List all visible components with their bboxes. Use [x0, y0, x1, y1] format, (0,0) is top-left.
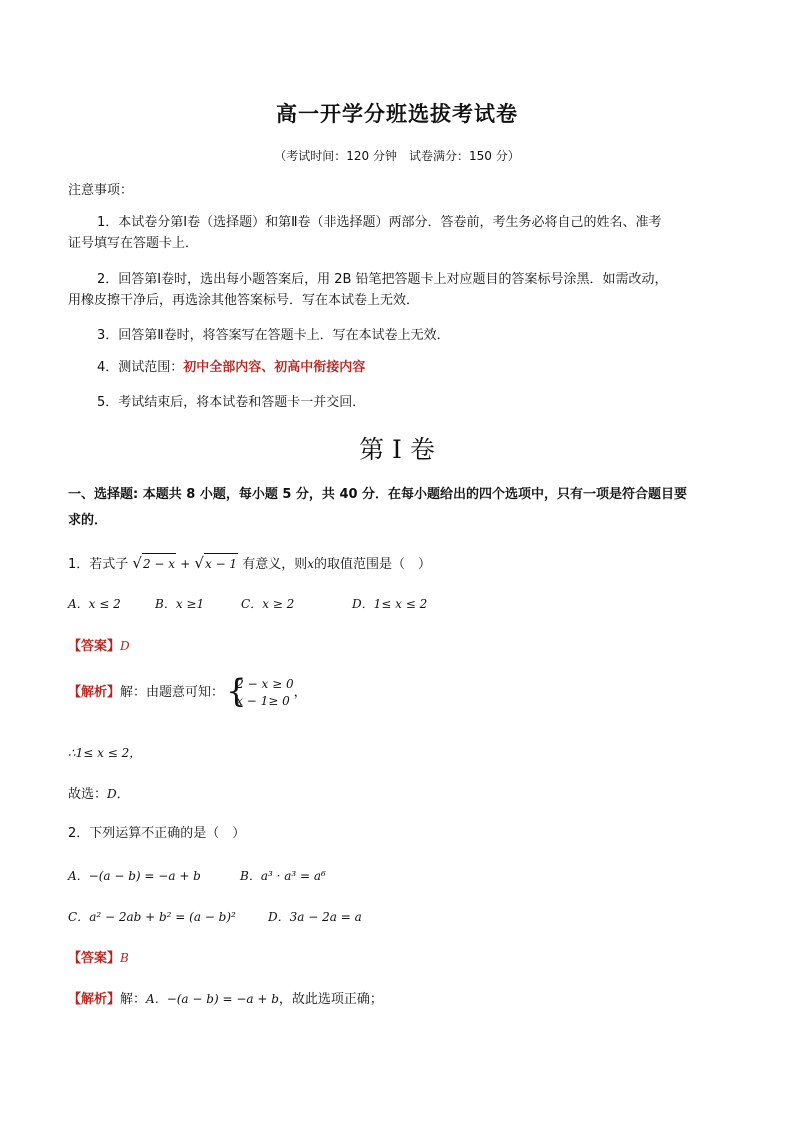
brace-icon: {	[226, 672, 247, 710]
q2-option-a	[68, 866, 201, 887]
part1-heading-line1: 一、选择题: 本题共 8 小题，每小题 5 分，共 40 分．在每小题给出的四个选项中，只有一项是符合题目要	[68, 487, 688, 502]
q2-option-d	[268, 907, 362, 928]
note-2-line1: 2．回答第Ⅰ卷时，选出每小题答案后，用 2B 铅笔把答题卡上对应题目的答案标号涂黑．如需改动，	[97, 272, 668, 287]
option-text: a³ · a³ = a⁶	[260, 869, 326, 883]
q2-option-c	[68, 907, 236, 928]
note-4-prefix: 4．测试范围：	[97, 360, 184, 375]
q1-option-a	[68, 594, 121, 615]
q1-answer	[68, 636, 130, 657]
option-text: −(a − b) = −a + b	[88, 869, 201, 883]
analysis-math: A．−(a − b) = −a + b	[146, 992, 279, 1006]
note-1-line1: 1．本试卷分第Ⅰ卷（选择题）和第Ⅱ卷（非选择题）两部分．答卷前，考生务必将自己的姓名、准考	[97, 215, 662, 230]
question-2-stem: 2．下列运算不正确的是（ ）	[68, 826, 246, 841]
option-text: a² − 2ab + b² = (a − b)²	[89, 910, 236, 924]
q1-var: x	[307, 557, 315, 571]
option-text: 3a − 2a = a	[289, 910, 362, 924]
q2-option-b	[240, 866, 326, 887]
option-text: x ≥1	[175, 597, 205, 611]
choose-value: D	[107, 787, 117, 801]
q1-option-c	[241, 594, 294, 615]
answer-value: B	[120, 951, 129, 965]
question-1-stem	[68, 553, 431, 575]
q1-option-b	[155, 594, 204, 615]
q1-middle: 有意义，则	[242, 557, 308, 572]
q1-choose	[68, 784, 130, 805]
section-title: 第 I 卷	[359, 435, 435, 464]
analysis-tag: 【解析】	[68, 992, 121, 1007]
q1-option-d	[352, 594, 427, 615]
option-text: x ≤ 2	[88, 597, 121, 611]
answer-tag: 【答案】	[68, 639, 121, 654]
note-1-line2: 证号填写在答题卡上．	[68, 236, 199, 251]
note-3: 3．回答第Ⅱ卷时，将答案写在答题卡上．写在本试卷上无效．	[97, 328, 450, 343]
radical-icon: √	[194, 554, 204, 572]
option-label: C．	[68, 910, 90, 924]
option-label: A．	[68, 597, 89, 611]
answer-value: D	[120, 639, 130, 653]
q2-analysis	[68, 989, 383, 1010]
q2-answer	[68, 948, 129, 969]
option-label: D．	[352, 597, 374, 611]
q1-plus: +	[180, 557, 191, 571]
q1-radicand-1: 2 − x	[142, 553, 176, 574]
note-2-line2: 用橡皮擦干净后，再选涂其他答案标号．写在本试卷上无效．	[68, 293, 420, 308]
q1-radicand-2: x − 1	[204, 553, 238, 574]
choose-prefix: 故选：	[68, 787, 108, 802]
q1-suffix: 的取值范围是（ ）	[314, 557, 432, 572]
option-label: A．	[68, 869, 89, 883]
system-row-2: x − 1≥ 0	[236, 694, 290, 708]
inequality-system	[226, 672, 294, 710]
q1-therefore: ∴1≤ x ≤ 2，	[68, 746, 142, 760]
analysis-tag: 【解析】	[68, 685, 121, 700]
option-text: 1≤ x ≤ 2	[373, 597, 428, 611]
option-label: C．	[241, 597, 263, 611]
option-label: B．	[240, 869, 261, 883]
choose-suffix: ．	[116, 787, 130, 802]
test-range: 初中全部内容、初高中衔接内容	[183, 360, 366, 375]
notes-heading: 注意事项：	[68, 183, 134, 198]
option-label: D．	[268, 910, 290, 924]
option-label: B．	[155, 597, 176, 611]
exam-subtitle: （考试时间：120 分钟 试卷满分：150 分）	[274, 149, 520, 163]
answer-tag: 【答案】	[68, 951, 121, 966]
option-text: x ≥ 2	[262, 597, 295, 611]
note-4	[97, 358, 365, 378]
system-row-1: 2 − x ≥ 0	[236, 677, 294, 691]
part1-heading-line2: 求的．	[68, 513, 108, 528]
q1-analysis	[68, 672, 307, 710]
analysis-text: 解：由题意可知：	[120, 685, 225, 700]
system-tail: ，	[293, 685, 307, 700]
q1-prefix: 1．若式子	[68, 557, 129, 572]
radical-icon: √	[132, 554, 142, 572]
note-5: 5．考试结束后，将本试卷和答题卡一并交回．	[97, 395, 366, 410]
page-title: 高一开学分班选拔考试卷	[276, 101, 518, 126]
analysis-text: 解：	[120, 992, 147, 1007]
analysis-tail: ，故此选项正确；	[278, 992, 383, 1007]
